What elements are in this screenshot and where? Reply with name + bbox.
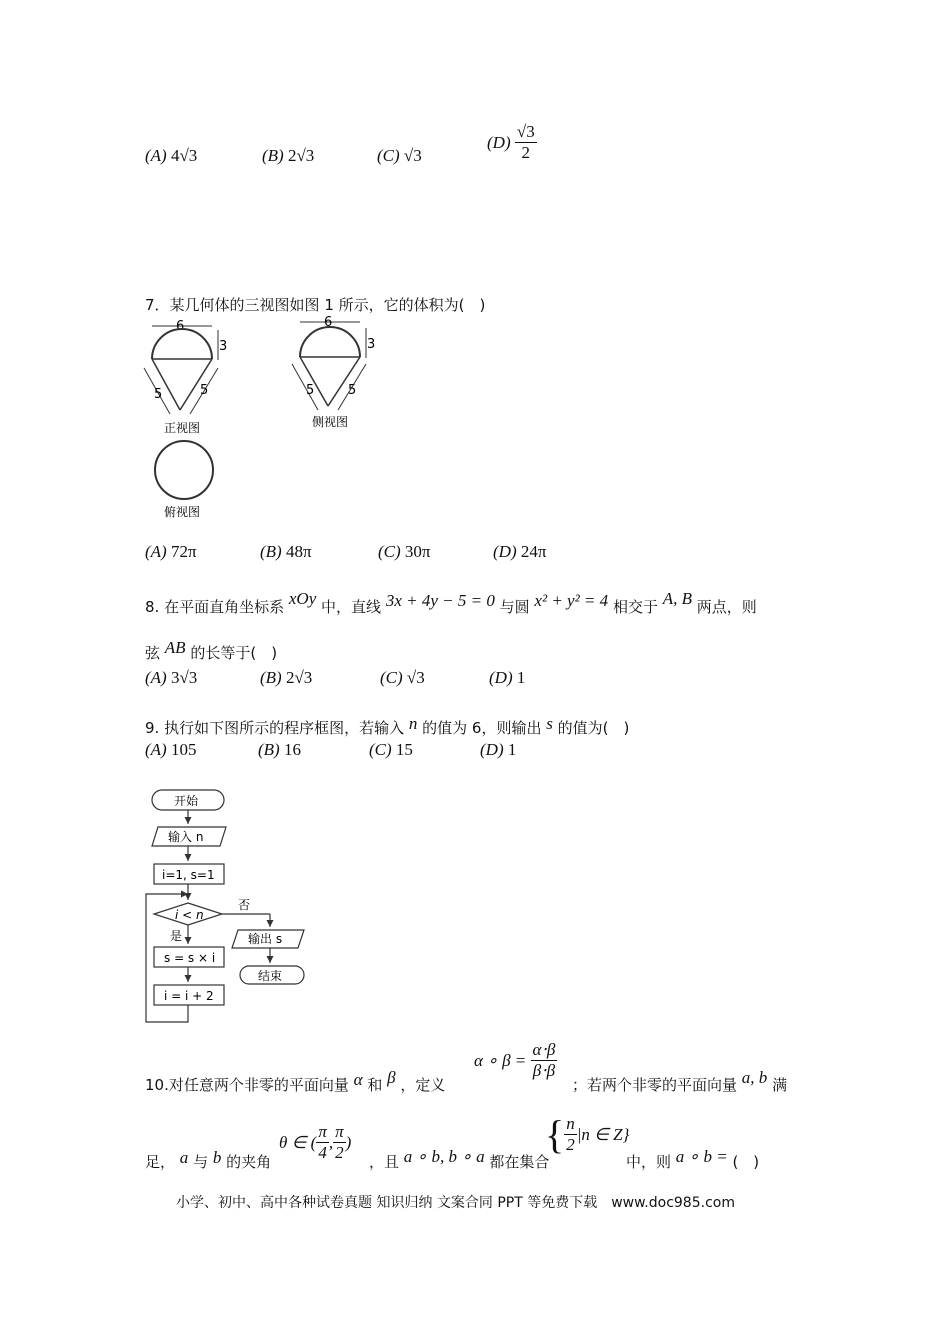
q7-option-c: (C) 30π [378,542,431,561]
side-view-caption: 侧视图 [312,415,349,429]
top-view-caption: 俯视图 [164,505,201,519]
q9-option-d: (D) 1 [480,740,517,759]
front-top-dim: 6 [176,319,185,334]
q8-stem-line1: 8. 在平面直角坐标系 xOy 中，直线 3x + 4y − 5 = 0 与圆 x² + y² = 4 相交于 A, B 两点，则 [145,589,757,616]
q8-option-c: (C) √3 [380,668,425,687]
q6-option-b: (B) 2√3 [262,146,315,165]
q10-angle-range: θ ∈ ( $\frac{\pi}{4}$ , $\frac{\pi}{2}$ ) [279,1122,352,1162]
side-left-dim: 5 [306,383,315,398]
flow-cond: i < n [175,908,204,922]
q7-option-d: (D) 24π [493,542,547,561]
q6-option-c: (C) √3 [377,146,422,165]
q10-stem-line2: 足， a 与 b 的夹角 [145,1148,272,1171]
front-left-dim: 5 [154,387,163,402]
q7-side-view [288,314,388,434]
q10-definition: α ∘ β = $\frac{\alpha\cdot\beta}{\beta\cdot\beta}$ [474,1040,556,1080]
q10-set: { $\frac{n}{2}$ |n ∈ Z} [545,1111,630,1157]
q10-angle-frac1: $\frac{\pi}{4}$ [318,1122,327,1162]
flow-input: 输入 n [168,830,204,844]
q6-option-d: (D) $\frac{√3}{2}$ [487,122,535,162]
side-top-dim: 6 [324,315,333,330]
q6-option-d-fraction: $\frac{√3}{2}$ [516,122,535,162]
q9-option-c: (C) 15 [369,740,413,759]
q8-option-d: (D) 1 [489,668,526,687]
q6-option-a: (A) 4√3 [145,146,198,165]
flow-output: 输出 s [248,932,283,946]
side-h-dim: 3 [367,337,376,352]
front-view-caption: 正视图 [164,421,201,435]
q10-stem-line2-cont: ，且 a ∘ b, b ∘ a 都在集合 [369,1147,550,1171]
q9-option-a: (A) 105 [145,740,197,759]
q7-top-view [148,438,228,520]
flow-step2: i = i + 2 [164,989,214,1003]
front-right-dim: 5 [200,383,209,398]
q8-option-b: (B) 2√3 [260,668,313,687]
q10-set-frac: $\frac{n}{2}$ [566,1114,575,1154]
q10-definition-fraction: $\frac{\alpha\cdot\beta}{\beta\cdot\beta}$ [532,1040,556,1080]
q10-stem-line1-cont: ；若两个非零的平面向量 a, b 满 [572,1068,788,1094]
front-h-dim: 3 [219,339,228,354]
q7-front-view [140,318,240,438]
q8-option-a: (A) 3√3 [145,668,198,687]
flow-no-label: 否 [238,898,251,912]
q7-option-a: (A) 72π [145,542,197,561]
flow-end: 结束 [258,969,283,983]
q9-option-b: (B) 16 [258,740,301,759]
q10-stem-line1: 10.对任意两个非零的平面向量 α 和 β ，定义 [145,1068,446,1094]
flow-start: 开始 [174,794,199,808]
q9-stem: 9. 执行如下图所示的程序框图，若输入 n 的值为 6，则输出 s 的值为( ) [145,714,630,737]
q8-stem-line2: 弦 AB 的长等于( ) [145,638,278,662]
q7-option-b: (B) 48π [260,542,312,561]
flow-init: i=1, s=1 [162,868,215,882]
q7-stem: 7．某几何体的三视图如图 1 所示，它的体积为( ) [145,296,486,314]
q10-angle-frac2: $\frac{\pi}{2}$ [335,1122,344,1162]
flow-step1: s = s × i [164,951,216,965]
q9-flowchart [140,784,340,1029]
q10-stem-line2-end: 中，则 a ∘ b = ( ) [626,1147,760,1171]
page-footer: 小学、初中、高中各种试卷真题 知识归纳 文案合同 PPT 等免费下载 www.doc985.com [176,1195,735,1211]
flow-yes-label: 是 [170,929,183,943]
side-right-dim: 5 [348,383,357,398]
